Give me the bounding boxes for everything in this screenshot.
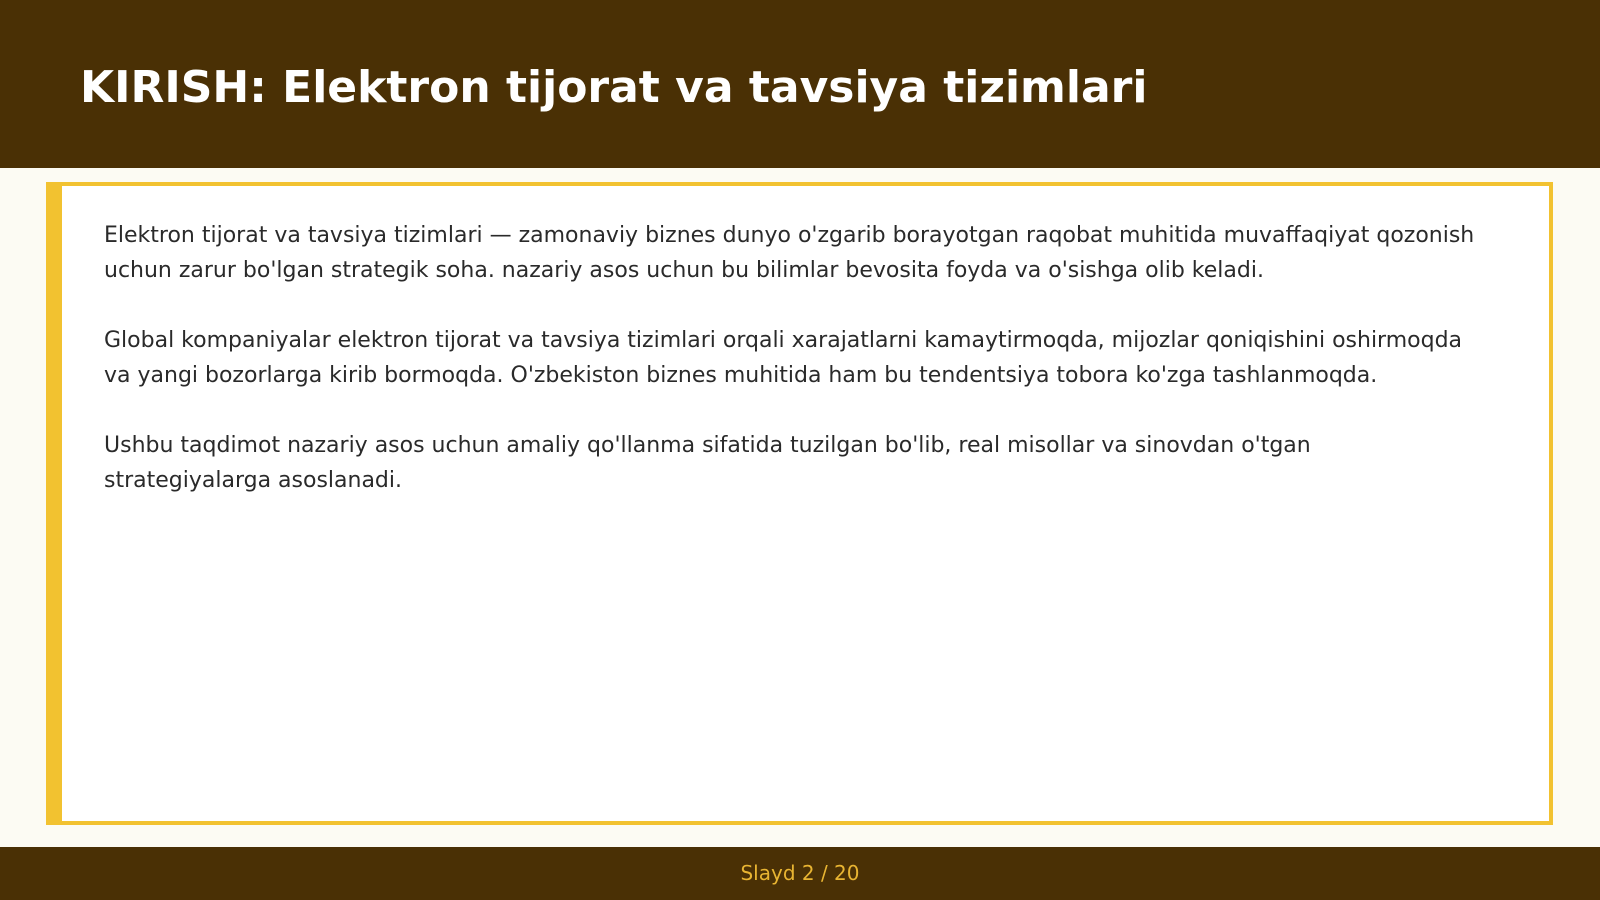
header-bar bbox=[0, 0, 1600, 168]
footer-bar bbox=[0, 847, 1600, 900]
paragraph-purpose: Ushbu taqdimot nazariy asos uchun amaliy qo'llanma sifatida tuzilgan bo'lib, real misollar va sinovdan o'tgan strategiyalarga asoslanadi. bbox=[104, 433, 1311, 493]
content-body bbox=[104, 218, 1484, 533]
slide-title: KIRISH: Elektron tijorat va tavsiya tizimlari bbox=[80, 62, 1148, 113]
paragraph-global: Global kompaniyalar elektron tijorat va tavsiya tizimlari orqali xarajatlarni kamaytirmoqda, mijozlar qoniqishini oshirmoqda va yangi bozorlarga kirib bormoqda. O'zbekiston biznes muhitida ham bu tendentsiya tobora ko'zga tashlanmoqda. bbox=[104, 328, 1463, 388]
slide-number: Slayd 2 / 20 bbox=[740, 861, 860, 885]
paragraph-intro: Elektron tijorat va tavsiya tizimlari — zamonaviy biznes dunyo o'zgarib borayotgan raqobat muhitida muvaffaqiyat qozonish uchun zarur bo'lgan strategik soha. nazariy asos uchun bu bilimlar bevosita foyda va o'sishga olib keladi. bbox=[104, 223, 1475, 283]
content-card bbox=[46, 182, 1553, 825]
